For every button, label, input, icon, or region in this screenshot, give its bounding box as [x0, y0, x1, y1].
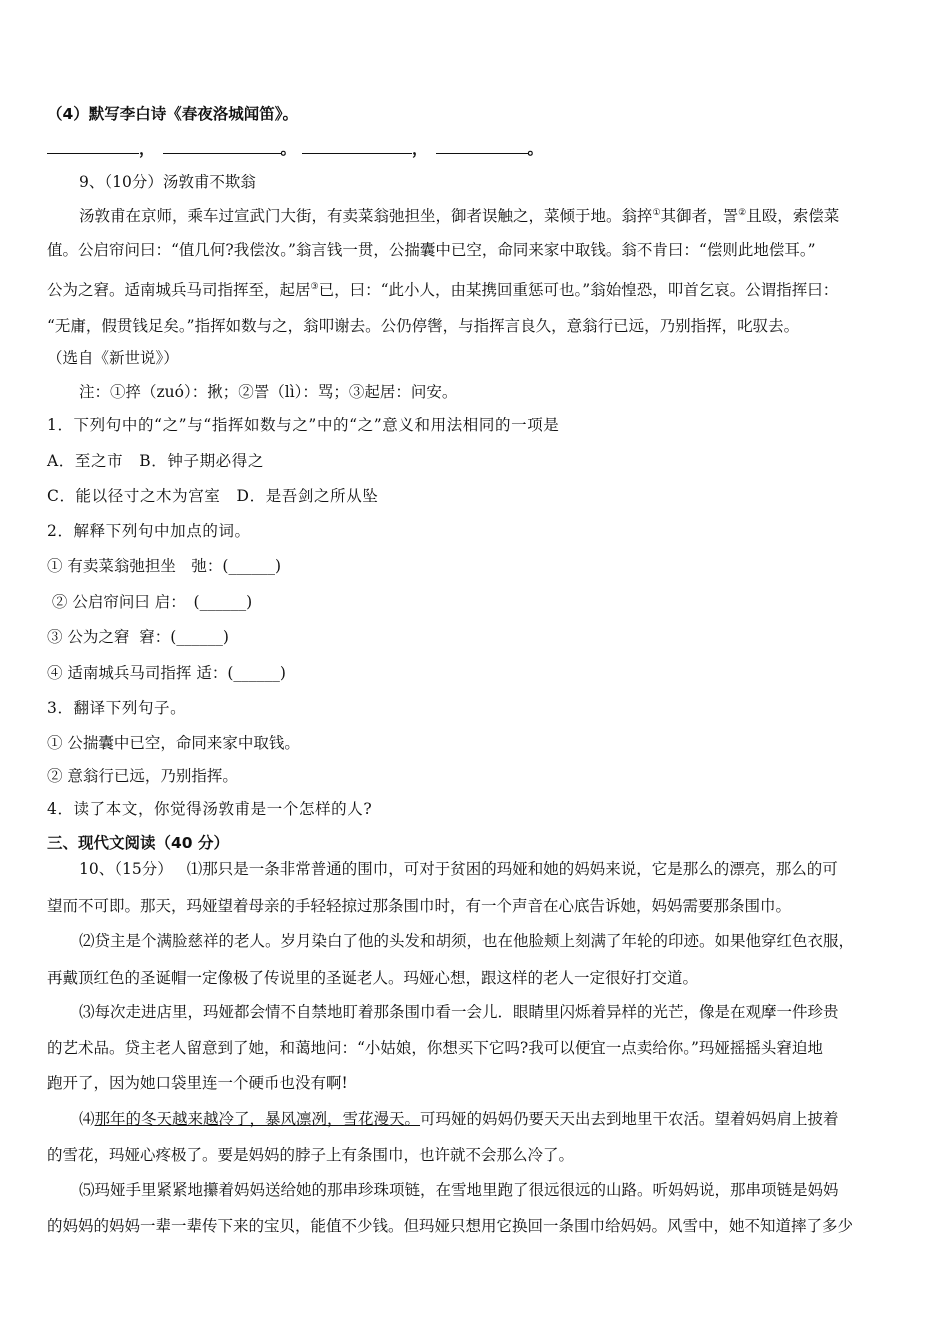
q10-para-4-line-2: 的雪花，玛娅心疼极了。要是妈妈的脖子上有条围巾，也许就不会那么冷了。	[47, 1146, 575, 1164]
poem-sep-3: ，	[412, 140, 428, 158]
poem-task-heading: （4）默写李白诗《春夜洛城闻笛》。	[47, 105, 299, 123]
q9-passage-line-2: 值。公启帘问曰：“值几何?我偿汝。”翁言钱一贯，公揣囊中已空，命同来家中取钱。翁不肯曰：“偿则此地偿耳。”	[47, 241, 816, 259]
q9-passage-line-3: 公为之窘。适南城兵马司指挥至，起居③已，曰：“此小人，由某携回重惩可也。”翁始惶恐，叩首乞哀。公谓指挥曰：	[47, 281, 839, 299]
underlined-sentence: 那年的冬天越来越冷了，暴风凛冽，雪花漫天。	[94, 1110, 421, 1128]
q9-question-2: 2．解释下列句中加点的词。	[47, 522, 251, 540]
q9-q2-item-4: ④ 适南城兵马司指挥 适：(______)	[47, 664, 286, 682]
q9-q2-item-1: ① 有卖菜翁弛担坐 弛：(______)	[47, 557, 282, 575]
poem-blank-3[interactable]	[302, 139, 412, 154]
q9-title: 9、（10分）汤敦甫不欺翁	[79, 173, 256, 191]
q10-para-5-line-1: ⑸玛娅手里紧紧地攥着妈妈送给她的那串珍珠项链，在雪地里跑了很远很远的山路。听妈妈说，那串项链是妈妈	[79, 1181, 839, 1199]
q10-para-2-line-2: 再戴顶红色的圣诞帽一定像极了传说里的圣诞老人。玛娅心想，跟这样的老人一定很好打交道。	[47, 969, 699, 987]
note-marker-2: ②	[738, 207, 747, 218]
q10-para-4-line-1: ⑷那年的冬天越来越冷了，暴风凛冽，雪花漫天。可玛娅的妈妈仍要天天出去到地里干农活。望着妈妈肩上披着	[79, 1110, 839, 1128]
q9-option-ab: A．至之市 B．钟子期必得之	[47, 452, 264, 470]
poem-sep-2: 。	[280, 140, 297, 158]
q9-source: （选自《新世说》）	[47, 349, 179, 367]
poem-sep-1: ，	[139, 140, 155, 158]
q9-passage-line-4: “无庸，假贯钱足矣。”指挥如数与之，翁叩谢去。公仍停辔，与指挥言良久，意翁行已远，乃别指挥，叱驭去。	[47, 317, 800, 335]
q10-para-3-line-2: 的艺术品。贷主老人留意到了她，和蔼地问：“小姑娘，你想买下它吗?我可以便宜一点卖给你。”玛娅摇摇头窘迫地	[47, 1039, 823, 1057]
q9-q2-item-2: ② 公启帘问曰 启： (______)	[47, 593, 253, 611]
q9-question-4: 4．读了本文，你觉得汤敦甫是一个怎样的人?	[47, 800, 373, 818]
section-3-title: 三、现代文阅读（40 分）	[47, 834, 229, 852]
q9-q3-item-2: ② 意翁行已远，乃别指挥。	[47, 767, 238, 785]
q10-para-1-line-2: 望而不可即。那天，玛娅望着母亲的手轻轻掠过那条围巾时，有一个声音在心底告诉她，妈妈需要那条围巾。	[47, 897, 792, 915]
q9-passage-line-1: 汤敦甫在京师，乘车过宣武门大街，有卖菜翁弛担坐，御者误触之，菜倾于地。翁捽①其御者，詈②且殴，索偿菜	[79, 207, 840, 225]
note-marker-1: ①	[652, 207, 661, 218]
q10-para-2-line-1: ⑵贷主是个满脸慈祥的老人。岁月染白了他的头发和胡须，也在他脸颊上刻满了年轮的印迹。如果他穿红色衣服，	[79, 932, 855, 950]
poem-sep-4: 。	[527, 140, 544, 158]
q9-q3-item-1: ① 公揣囊中已空，命同来家中取钱。	[47, 734, 300, 752]
q9-q2-item-3: ③ 公为之窘 窘：(______)	[47, 628, 229, 646]
poem-blank-2[interactable]	[163, 139, 281, 154]
q9-question-1: 1．下列句中的“之”与“指挥如数与之”中的“之”意义和用法相同的一项是	[47, 416, 560, 434]
q10-intro: 10、（15分）	[79, 860, 173, 878]
q9-notes: 注：①捽（zuó）：揪；②詈（lì）：骂；③起居：问安。	[79, 383, 458, 401]
poem-blank-1[interactable]	[47, 139, 139, 154]
q10-para-3-line-3: 跑开了，因为她口袋里连一个硬币也没有啊!	[47, 1074, 348, 1092]
q9-question-3: 3．翻译下列句子。	[47, 699, 187, 717]
note-marker-3: ③	[310, 281, 319, 292]
q10-para-3-line-1: ⑶每次走进店里，玛娅都会情不自禁地盯着那条围巾看一会儿．眼睛里闪烁着异样的光芒，像是在观摩一件珍贵	[79, 1003, 839, 1021]
q10-para-1-line-1: 10、（15分） ⑴那只是一条非常普通的围巾，可对于贫困的玛娅和她的妈妈来说，它是那么的漂亮，那么的可	[79, 860, 838, 878]
poem-blank-4[interactable]	[436, 139, 528, 154]
q9-option-cd: C．能以径寸之木为宫室 D．是吾剑之所从坠	[47, 487, 379, 505]
poem-blank-line	[47, 139, 543, 159]
q10-para-5-line-2: 的妈妈的妈妈一辈一辈传下来的宝贝，能值不少钱。但玛娅只想用它换回一条围巾给妈妈。风雪中，她不知道摔了多少	[47, 1217, 854, 1235]
